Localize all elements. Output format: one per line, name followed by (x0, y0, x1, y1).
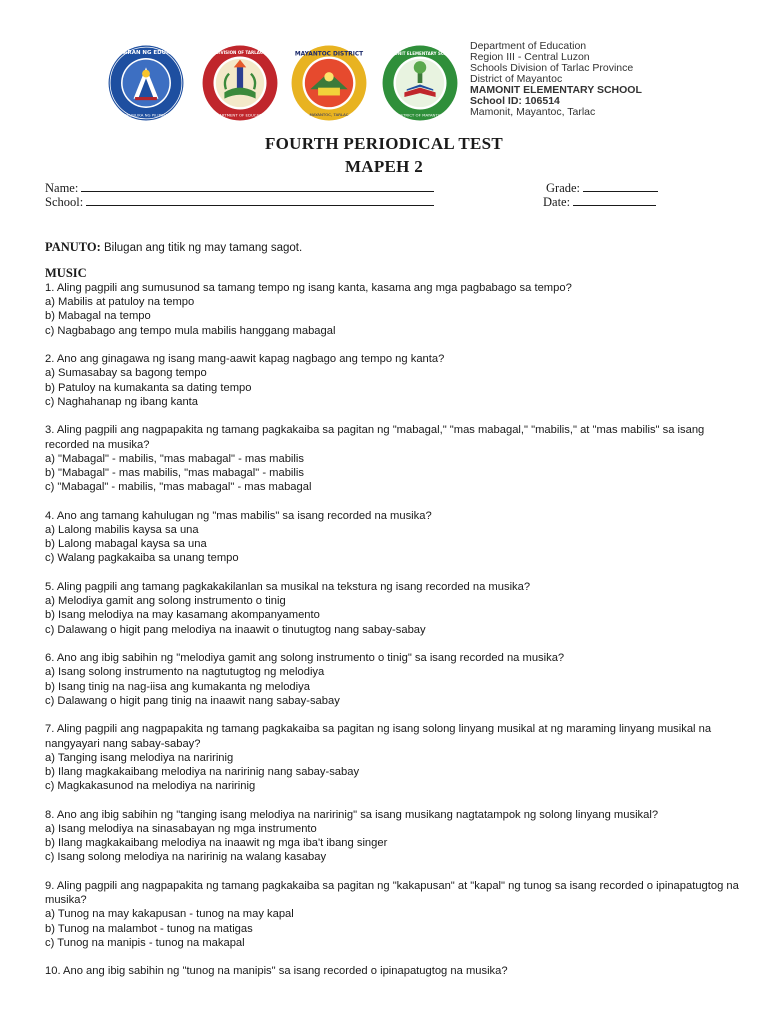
answer-choice[interactable]: a) Tunog na may kakapusan - tunog na may kapal (45, 908, 294, 921)
answer-choice[interactable]: b) Ilang magkakaibang melodiya na inaawit ng mga iba't ibang singer (45, 837, 388, 850)
question-item (45, 651, 745, 708)
name-label: Name: (45, 181, 79, 195)
mayantoc-district-seal-logo (290, 44, 368, 122)
answer-choice[interactable]: a) Melodiya gamit ang solong instrumento o tinig (45, 595, 286, 608)
tarlac-ring-text: SCHOOLS DIVISION OF TARLAC PROVINCE (192, 50, 288, 56)
deped-ring-text: KAGAWARAN NG EDUKASYON (100, 50, 192, 57)
header-line-address: Mamonit, Mayantoc, Tarlac (470, 106, 596, 118)
question-list (45, 281, 745, 979)
question-item (45, 352, 745, 409)
answer-choice[interactable]: c) Dalawang o higit pang tinig na inaawit nang sabay-sabay (45, 694, 340, 707)
header-line-division: Schools Division of Tarlac Province (470, 62, 634, 74)
answer-choice[interactable]: a) "Mabagal" - mabilis, "mas mabagal" - mas mabilis (45, 452, 304, 465)
question-stem: 2. Ano ang ginagawa ng isang mang-aawit kapag nagbago ang tempo ng kanta? (45, 353, 445, 366)
question-item (45, 423, 745, 494)
question-item (45, 964, 745, 978)
answer-choice[interactable]: a) Tanging isang melodiya na naririnig (45, 751, 234, 764)
grade-label: Grade: (546, 181, 581, 195)
answer-choice[interactable]: b) "Mabagal" - mas mabilis, "mas mabagal" - mabilis (45, 467, 304, 480)
question-stem: 7. Aling pagpili ang nagpapakita ng tamang pagkakaiba sa pagitan ng isang solong linyang musikal at ng maraming linyang musikal na nangyayari nang sabay-sabay? (45, 723, 712, 750)
tarlac-bottom-text: DEPARTMENT OF EDUCATION (211, 112, 269, 118)
header-line-region: Region III - Central Luzon (470, 51, 590, 63)
question-item (45, 808, 745, 865)
answer-choice[interactable]: b) Patuloy na kumakanta sa dating tempo (45, 381, 252, 394)
question-stem: 1. Aling pagpili ang sumusunod sa tamang tempo ng isang kanta, kasama ang mga pagbabago sa tempo? (45, 282, 572, 294)
mamonit-ring-text: MAMONIT ELEMENTARY SCHOOL (383, 50, 457, 56)
instruction (45, 240, 302, 255)
question-stem: 10. Ano ang ibig sabihin ng "tunog na manipis" sa isang recorded o ipinapatugtog na musika? (45, 965, 508, 978)
answer-choice[interactable]: c) Naghahanap ng ibang kanta (45, 395, 199, 408)
grade-blank[interactable] (583, 180, 658, 192)
header-line-district: District of Mayantoc (470, 73, 563, 85)
question-item (45, 879, 745, 950)
header-line-department: Department of Education (470, 40, 587, 52)
answer-choice[interactable]: b) Isang melodiya na may kasamang akompanyamento (45, 609, 320, 622)
question-item (45, 281, 745, 338)
test-subtitle: MAPEH 2 (344, 157, 424, 176)
name-blank[interactable] (81, 180, 434, 192)
header-line-school-name: MAMONIT ELEMENTARY SCHOOL (470, 84, 642, 96)
answer-choice[interactable]: b) Mabagal na tempo (45, 310, 151, 323)
answer-choice[interactable]: b) Ilang magkakaibang melodiya na naririnig nang sabay-sabay (45, 766, 360, 779)
deped-seal-logo (100, 44, 192, 122)
mayantoc-ring-text: MAYANTOC DISTRICT (294, 51, 364, 58)
school-label: School: (45, 195, 84, 209)
tarlac-division-seal-logo (192, 44, 288, 122)
date-blank[interactable] (573, 194, 656, 206)
answer-choice[interactable]: c) "Mabagal" - mabilis, "mas mabagal" - mas mabagal (45, 481, 312, 494)
question-stem: 3. Aling pagpili ang nagpapakita ng tamang pagkakaiba sa pagitan ng "mabagal," "mas mabagal," "mabilis," at "mas mabilis" sa isang recorded na musika? (45, 424, 705, 451)
answer-choice[interactable]: a) Lalong mabilis kaysa sa una (45, 524, 199, 537)
test-content (45, 266, 745, 993)
date-label: Date: (543, 195, 571, 209)
header-info (470, 41, 760, 118)
mayantoc-bottom-text: MAYANTOC, TARLAC (309, 111, 349, 117)
question-stem: 6. Ano ang ibig sabihin ng "melodiya gamit ang solong instrumento o tinig" sa isang recorded na musika? (45, 652, 565, 665)
instruction-label: PANUTO: (45, 240, 101, 254)
answer-choice[interactable]: c) Magkakasunod na melodiya na naririnig (45, 780, 256, 793)
answer-choice[interactable]: b) Tunog na malambot - tunog na matigas (45, 922, 253, 935)
answer-choice[interactable]: c) Tunog na manipis - tunog na makapal (45, 936, 245, 949)
school-blank[interactable] (86, 194, 434, 206)
question-stem: 8. Ano ang ibig sabihin ng "tanging isang melodiya na naririnig" sa isang musikang nagtatampok ng solong linyang musikal? (45, 808, 659, 821)
date-field[interactable] (543, 194, 656, 210)
answer-choice[interactable]: c) Nagbabago ang tempo mula mabilis hanggang mabagal (45, 324, 336, 337)
answer-choice[interactable]: b) Lalong mabagal kaysa sa una (45, 538, 207, 551)
answer-choice[interactable]: c) Walang pagkakaiba sa unang tempo (45, 552, 239, 565)
header-line-school-id: School ID: 106514 (470, 95, 560, 107)
answer-choice[interactable]: b) Isang tinig na nag-iisa ang kumakanta ng melodiya (45, 680, 310, 693)
instruction-text: Bilugan ang titik ng may tamang sagot. (104, 242, 303, 254)
question-item (45, 722, 745, 793)
section-heading: MUSIC (45, 266, 87, 280)
deped-bottom-text: REPUBLIKA NG PILIPINAS (121, 112, 171, 118)
answer-choice[interactable]: a) Isang melodiya na sinasabayan ng mga instrumento (45, 823, 317, 836)
test-title: FOURTH PERIODICAL TEST (264, 134, 504, 153)
answer-choice[interactable]: a) Isang solong instrumento na nagtutugtog ng melodiya (45, 666, 325, 679)
question-stem: 9. Aling pagpili ang nagpapakita ng tamang pagkakaiba sa pagitan ng "kakapusan" at "kapal" ng tunog sa isang recorded o ipinapatugtog na musika? (45, 880, 739, 907)
school-field[interactable] (45, 194, 434, 210)
mamonit-school-seal-logo (381, 44, 459, 122)
question-item (45, 580, 745, 637)
answer-choice[interactable]: a) Mabilis at patuloy na tempo (45, 296, 195, 309)
answer-choice[interactable]: a) Sumasabay sa bagong tempo (45, 367, 207, 380)
answer-choice[interactable]: c) Dalawang o higit pang melodiya na inaawit o tinutugtog nang sabay-sabay (45, 623, 426, 636)
question-item (45, 509, 745, 566)
mamonit-bottom-text: DISTRICT OF MAYANTOC (396, 112, 444, 118)
question-stem: 5. Aling pagpili ang tamang pagkakakilanlan sa musikal na tekstura ng isang recorded na musika? (45, 581, 531, 594)
answer-choice[interactable]: c) Isang solong melodiya na naririnig na walang kasabay (45, 851, 327, 864)
question-stem: 4. Ano ang tamang kahulugan ng "mas mabilis" sa isang recorded na musika? (45, 509, 432, 522)
